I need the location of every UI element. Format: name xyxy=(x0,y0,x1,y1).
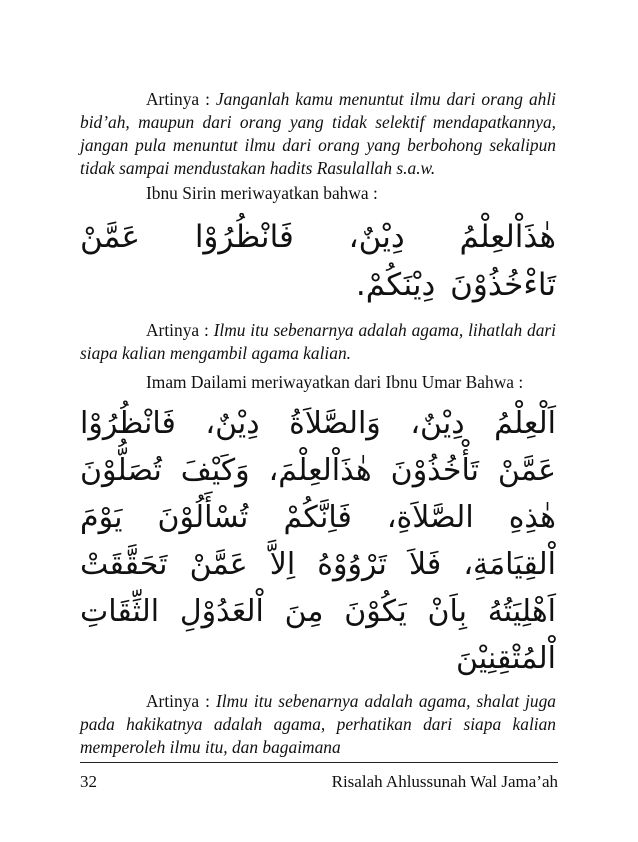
translation-label: Artinya : xyxy=(146,691,217,711)
arabic-quote-2: اَلْعِلْمُ دِيْنٌ، وَالصَّلاَةُ دِيْنٌ، فَانْظُرُوْا عَمَّنْ تَأْخُذُوْنَ هٰذَاْلعِلْمَ، وَكَيْفَ تُصَلُّوْنَ هٰذِهِ الصَّلاَةِ، فَاِنَّكُمْ تُسْأَلُوْنَ يَوْمَ اْلقِيَامَةِ، فَلاَ تَرْوُوْهُ اِلاَّ عَمَّنْ تَحَقَّقَتْ اَهْلِيَتُهُ بِاَنْ يَكُوْنَ مِنَ اْلعَدُوْلِ الثِّقَاتِ اْلمُتْقِنِيْنَ xyxy=(80,406,556,676)
narration-intro-imam-dailami: Imam Dailami meriwayatkan dari Ibnu Umar Bahwa : xyxy=(146,372,524,392)
page-body xyxy=(80,88,556,759)
translation-text: Ilmu itu sebenarnya adalah agama, shalat juga pada hakikatnya adalah agama, perhatikan dari siapa kalian memperoleh ilmu itu, dan bagaimana xyxy=(80,691,557,757)
translation-paragraph-2 xyxy=(80,319,556,365)
translation-paragraph-3 xyxy=(80,690,556,759)
arabic-quote-1: هٰذَاْلعِلْمُ دِيْنٌ، فَانْظُرُوْا عَمَّنْ تَاءْخُذُوْنَ دِيْنَكُمْ. xyxy=(80,219,556,303)
translation-label: Artinya : xyxy=(146,89,216,109)
footer-divider xyxy=(80,762,558,763)
book-title: Risalah Ahlussunah Wal Jama’ah xyxy=(331,772,558,791)
translation-text: Ilmu itu sebenarnya adalah agama, lihatlah dari siapa kalian mengambil agama kalian. xyxy=(80,320,556,363)
translation-paragraph-1 xyxy=(80,88,556,180)
narration-intro-ibnu-sirin: Ibnu Sirin meriwayatkan bahwa : xyxy=(146,183,378,203)
page-number: 32 xyxy=(80,772,97,791)
translation-text: Janganlah kamu menuntut ilmu dari orang ahli bid’ah, maupun dari orang yang tidak selektif mendapatkannya, jangan pula menuntut ilmu dari orang yang berbohong sekalipun tidak sampai mendustakan hadits Rasulallah s.a.w. xyxy=(80,89,556,178)
translation-label: Artinya : xyxy=(146,320,214,340)
